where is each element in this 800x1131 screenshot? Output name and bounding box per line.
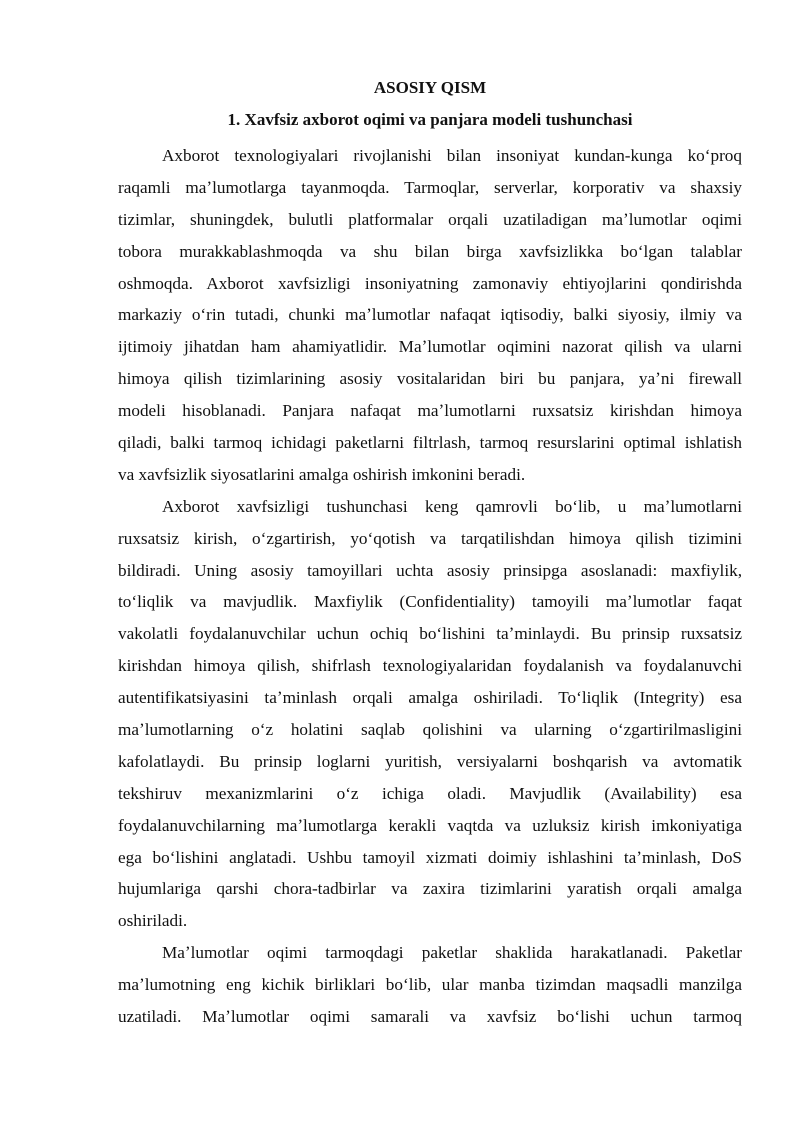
text-line: tekshiruv mexanizmlarini oʻz ichiga oladi. Mavjudlik (Availability) esa [118, 783, 742, 803]
text-line: foydalanuvchilarning maʼlumotlarga kerakli vaqtda va uzluksiz kirish imkoniyatiga [118, 815, 742, 835]
text-line: bildiradi. Uning asosiy tamoyillari uchta asosiy prinsipga asoslanadi: maxfiylik, [118, 560, 742, 580]
text-line: maʼlumotlarning oʻz holatini saqlab qolishini va ularning oʻzgartirilmasligini [118, 720, 742, 740]
text-line: modeli hisoblanadi. Panjara nafaqat maʼlumotlarni ruxsatsiz kirishdan himoya [118, 401, 742, 421]
body-text [118, 140, 742, 1033]
text-line: ruxsatsiz kirish, oʻzgartirish, yoʻqotish va tarqatilishdan himoya qilish tizimini [118, 528, 742, 548]
text-line: Axborot texnologiyalari rivojlanishi bilan insoniyat kundan-kunga koʻproq [162, 146, 742, 165]
paragraph-2 [118, 491, 742, 937]
text-line: kafolatlaydi. Bu prinsip loglarni yuritish, versiyalarni boshqarish va avtomatik [118, 751, 742, 771]
text-line: maʼlumotning eng kichik birliklari boʻlib, ular manba tizimdan maqsadli manzilga [118, 975, 742, 995]
text-line: tizimlar, shuningdek, bulutli platformalar orqali uzatiladigan maʼlumotlar oqimi [118, 209, 742, 229]
text-line: markaziy oʻrin tutadi, chunki maʼlumotlar nafaqat iqtisodiy, balki siyosiy, ilmiy va [118, 305, 742, 325]
text-line: Axborot xavfsizligi tushunchasi keng qamrovli boʻlib, u maʼlumotlarni [162, 496, 742, 516]
text-line: ega boʻlishini anglatadi. Ushbu tamoyil xizmati doimiy ishlashini taʼminlash, DoS [118, 847, 742, 867]
section-title: 1. Xavfsiz axborot oqimi va panjara modeli tushunchasi [227, 110, 633, 129]
text-line: tobora murakkablashmoqda va shu bilan birga xavfsizlikka boʻlgan talablar [118, 241, 742, 261]
text-line: kirishdan himoya qilish, shifrlash texnologiyalaridan foydalanish va foydalanuvchi [118, 656, 742, 676]
text-line: Maʼlumotlar oqimi tarmoqdagi paketlar shaklida harakatlanadi. Paketlar [162, 943, 742, 963]
paragraph-3 [118, 937, 742, 1033]
text-line: himoya qilish tizimlarining asosiy vositalaridan biri bu panjara, yaʼni firewall [118, 369, 742, 389]
text-line: hujumlariga qarshi chora-tadbirlar va zaxira tizimlarini yaratish orqali amalga [118, 879, 742, 899]
text-line: toʻliqlik va mavjudlik. Maxfiylik (Confidentiality) tamoyili maʼlumotlar faqat [118, 592, 742, 612]
text-line: ijtimoiy jihatdan ham ahamiyatlidir. Maʼlumotlar oqimini nazorat qilish va ularni [118, 337, 742, 357]
text-line: oshmoqda. Axborot xavfsizligi insoniyatning zamonaviy ehtiyojlarini qondirishda [118, 273, 742, 293]
text-line: vakolatli foydalanuvchilar uchun ochiq boʻlishini taʼminlaydi. Bu prinsip ruxsatsiz [118, 624, 742, 644]
text-line: va xavfsizlik siyosatlarini amalga oshirish imkonini beradi. [118, 464, 526, 484]
text-line: oshiriladi. [118, 911, 188, 931]
page-title: ASOSIY QISM [373, 78, 487, 97]
text-line: qiladi, balki tarmoq ichidagi paketlarni filtrlash, tarmoq resurslarini optimal ishlatish [118, 433, 742, 453]
paragraph-1 [118, 140, 742, 491]
text-line: uzatiladi. Maʼlumotlar oqimi samarali va xavfsiz boʻlishi uchun tarmoq [118, 1007, 742, 1027]
text-line: autentifikatsiyasini taʼminlash orqali amalga oshiriladi. Toʻliqlik (Integrity) esa [118, 688, 742, 708]
text-line: raqamli maʼlumotlarga tayanmoqda. Tarmoqlar, serverlar, korporativ va shaxsiy [118, 177, 742, 197]
